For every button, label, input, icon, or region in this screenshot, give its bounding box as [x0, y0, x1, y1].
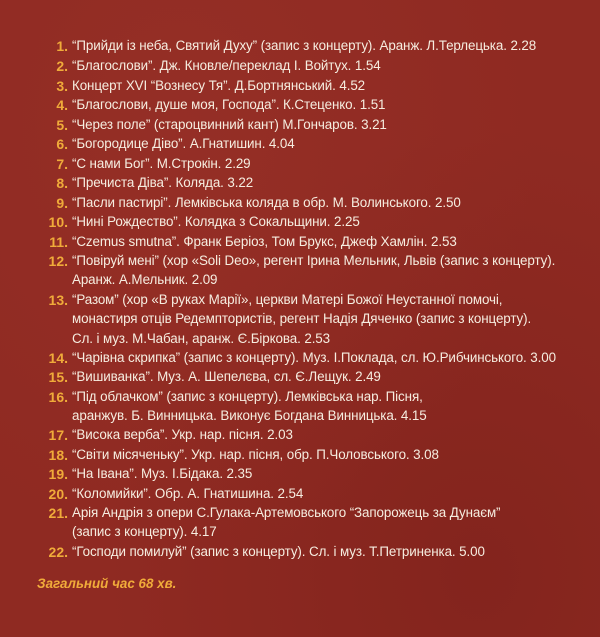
track-number: 9. [56, 195, 68, 211]
track-text-line: “Світи місяченьку”. Укр. нар. пісня, обр. П.Чоловського. 3.08 [72, 447, 439, 462]
track-text-line: “Разом” (хор «В руках Марії», церкви Матері Божої Неустанної помочі, [72, 292, 503, 307]
track-text-line: “Пасли пастирі”. Лемківська коляда в обр. М. Волинського. 2.50 [72, 195, 461, 210]
track-text-line: “Прийди із неба, Святий Духу” (запис з концерту). Аранж. Л.Терлецька. 2.28 [72, 38, 537, 53]
track-number: 13. [48, 292, 68, 308]
track-number: 17. [48, 427, 68, 443]
track-number: 20. [48, 486, 68, 502]
track-number: 5. [56, 117, 68, 133]
track-text-line: “Богородице Діво”. А.Гнатишин. 4.04 [72, 136, 295, 151]
track-text-line: “Благослови, душе моя, Господа”. К.Стеценко. 1.51 [72, 97, 386, 112]
track-text-line: “Благослови”. Дж. Кновле/переклад І. Войтух. 1.54 [72, 58, 381, 73]
track-text-line: “Чарівна скрипка” (запис з концерту). Муз. І.Поклада, сл. Ю.Рибчинського. 3.00 [72, 350, 556, 365]
track-text-line: “Коломийки”. Обр. А. Гнатишина. 2.54 [72, 486, 304, 501]
track-text-line: (запис з концерту). 4.17 [72, 524, 217, 540]
track-text-line: Арія Андрія з опери С.Гулака-Артемовського “Запорожець за Дунаєм” [72, 505, 501, 520]
track-text-line: “Повіруй мені” (хор «Soli Deo», регент Ірина Мельник, Львів (запис з концерту). [72, 253, 556, 268]
track-number: 4. [56, 97, 68, 113]
track-text-line: “С нами Бог”. М.Строкін. 2.29 [72, 156, 251, 171]
track-text-line: “Czemus smutna”. Франк Беріоз, Том Брукс, Джеф Хамлін. 2.53 [72, 234, 457, 249]
track-number: 12. [48, 253, 68, 269]
track-text-line: “Висока верба”. Укр. нар. пісня. 2.03 [72, 427, 293, 442]
track-text-line: монастиря отців Редемптористів, регент Надія Дяченко (запис з концерту). [72, 311, 532, 327]
track-text-line: аранжув. Б. Винницька. Виконує Богдана Винницька. 4.15 [72, 408, 427, 424]
track-number: 8. [56, 175, 68, 191]
track-number: 11. [49, 234, 68, 250]
track-number: 2. [56, 58, 68, 74]
track-text-line: “Через поле” (староцвинний кант) М.Гончаров. 3.21 [72, 117, 387, 132]
track-number: 6. [56, 136, 68, 152]
track-number: 15. [48, 369, 68, 385]
track-text-line: “Пречиста Діва”. Коляда. 3.22 [72, 175, 254, 190]
track-number: 3. [56, 78, 68, 94]
track-number: 19. [48, 466, 68, 482]
track-number: 21. [48, 505, 68, 521]
track-number: 22. [48, 544, 68, 560]
track-text-line: Сл. і муз. М.Чабан, аранж. Є.Біркова. 2.53 [72, 330, 331, 346]
track-number: 14. [48, 350, 68, 366]
track-text-line: “Під облачком” (запис з концерту). Лемківська нар. Пісня, [72, 389, 423, 404]
track-number: 16. [48, 389, 68, 405]
track-text-line: Концерт XVI “Вознесу Тя”. Д.Бортнянський. 4.52 [72, 78, 366, 93]
total-time: Загальний час 68 хв. [37, 576, 177, 591]
track-text-line: “Нині Рождество”. Колядка з Сокальщини. 2.25 [72, 214, 360, 229]
track-text-line: “Господи помилуй” (запис з концерту). Сл. і муз. Т.Петриненка. 5.00 [72, 544, 485, 559]
track-number: 7. [56, 156, 68, 172]
track-text-line: Аранж. А.Мельник. 2.09 [72, 272, 218, 288]
track-number: 1. [56, 38, 68, 54]
track-number: 10. [48, 214, 68, 230]
track-text-line: “На Івана”. Муз. І.Бідака. 2.35 [72, 466, 253, 481]
track-text-line: “Вишиванка”. Муз. А. Шепелєва, сл. Є.Лещук. 2.49 [72, 369, 381, 384]
track-number: 18. [48, 447, 68, 463]
